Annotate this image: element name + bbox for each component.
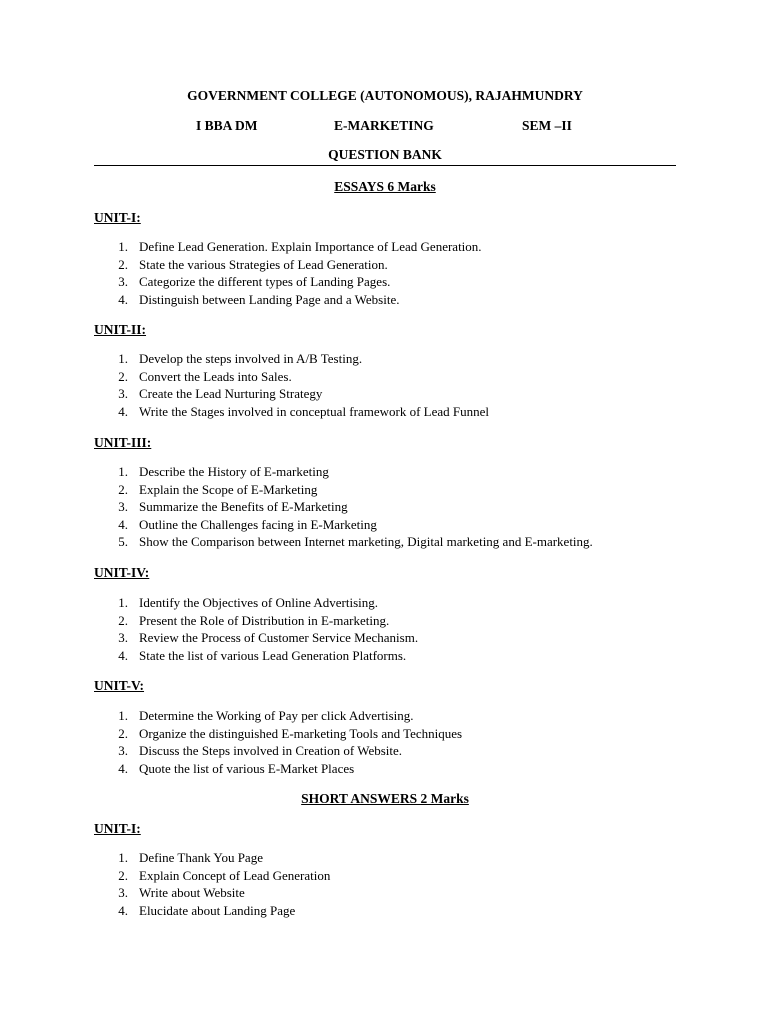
question-item xyxy=(0,368,770,386)
question-number: 2. xyxy=(118,725,128,741)
question-text: Organize the distinguished E-marketing Tools and Techniques xyxy=(139,725,463,741)
question-text: Write the Stages involved in conceptual framework of Lead Funnel xyxy=(139,403,490,419)
essays-unit-4-heading: UNIT-IV: xyxy=(94,565,150,580)
question-item xyxy=(0,594,770,612)
essays-unit-3-heading: UNIT-III: xyxy=(94,435,152,450)
question-text: Summarize the Benefits of E-Marketing xyxy=(139,499,348,515)
question-number: 1. xyxy=(118,351,128,366)
course-info-row xyxy=(0,118,770,136)
question-number: 3. xyxy=(118,499,128,515)
essays-unit-2-heading: UNIT-II: xyxy=(94,322,147,337)
question-item xyxy=(0,463,770,481)
course-label: I BBA DM xyxy=(196,118,258,133)
question-number: 3. xyxy=(118,885,128,901)
question-text: Review the Process of Customer Service Mechanism. xyxy=(139,630,419,646)
essays-unit-5-questions xyxy=(0,707,770,777)
question-text: Determine the Working of Pay per click Advertising. xyxy=(139,708,414,723)
question-item xyxy=(0,498,770,516)
question-number: 2. xyxy=(118,481,128,497)
essays-unit-5-heading: UNIT-V: xyxy=(94,678,145,693)
question-number: 3. xyxy=(118,386,128,402)
question-number: 4. xyxy=(118,647,128,663)
question-item xyxy=(0,884,770,902)
question-item xyxy=(0,725,770,743)
question-text: Explain Concept of Lead Generation xyxy=(139,867,331,883)
question-item xyxy=(0,350,770,368)
question-item xyxy=(0,291,770,309)
question-item xyxy=(0,612,770,630)
question-item xyxy=(0,481,770,499)
question-text: Write about Website xyxy=(139,885,245,901)
essays-unit-3-questions xyxy=(0,463,770,551)
question-text: Define Thank You Page xyxy=(139,850,263,865)
question-text: Create the Lead Nurturing Strategy xyxy=(139,386,323,402)
essays-unit-1-questions xyxy=(0,238,770,308)
question-text: Elucidate about Landing Page xyxy=(139,902,296,918)
question-text: Discuss the Steps involved in Creation of Website. xyxy=(139,743,403,759)
question-number: 1. xyxy=(118,595,128,610)
question-number: 1. xyxy=(118,708,128,723)
question-number: 4. xyxy=(118,902,128,918)
question-item xyxy=(0,742,770,760)
question-text: Distinguish between Landing Page and a Website. xyxy=(139,291,400,307)
question-number: 3. xyxy=(118,743,128,759)
question-item xyxy=(0,238,770,256)
question-number: 3. xyxy=(118,630,128,646)
question-item xyxy=(0,867,770,885)
essays-heading: ESSAYS 6 Marks xyxy=(334,179,436,194)
question-text: Describe the History of E-marketing xyxy=(139,464,329,479)
question-text: Convert the Leads into Sales. xyxy=(139,368,292,384)
header-divider xyxy=(94,165,676,166)
question-item xyxy=(0,403,770,421)
question-text: Outline the Challenges facing in E-Marketing xyxy=(139,516,377,532)
question-item xyxy=(0,647,770,665)
essays-unit-1-heading: UNIT-I: xyxy=(94,210,141,225)
question-number: 1. xyxy=(118,239,128,254)
document-title: QUESTION BANK xyxy=(328,147,442,162)
question-number: 2. xyxy=(118,867,128,883)
question-number: 4. xyxy=(118,516,128,532)
question-item xyxy=(0,533,770,551)
question-text: Categorize the different types of Landing Pages. xyxy=(139,274,391,290)
college-title: GOVERNMENT COLLEGE (AUTONOMOUS), RAJAHMUNDRY xyxy=(187,88,583,103)
question-item xyxy=(0,385,770,403)
short-answers-unit-1-questions xyxy=(0,849,770,919)
question-number: 5. xyxy=(118,534,128,550)
question-item xyxy=(0,629,770,647)
subject-label: E-MARKETING xyxy=(334,118,434,133)
short-answers-heading: SHORT ANSWERS 2 Marks xyxy=(301,791,469,806)
essays-unit-4-questions xyxy=(0,594,770,664)
question-text: Show the Comparison between Internet marketing, Digital marketing and E-marketing. xyxy=(139,534,593,550)
question-number: 4. xyxy=(118,760,128,776)
question-text: Identify the Objectives of Online Advertising. xyxy=(139,595,379,610)
question-number: 1. xyxy=(118,850,128,865)
question-item xyxy=(0,516,770,534)
question-number: 3. xyxy=(118,274,128,290)
question-number: 2. xyxy=(118,612,128,628)
question-text: State the list of various Lead Generation Platforms. xyxy=(139,647,407,663)
question-text: State the various Strategies of Lead Generation. xyxy=(139,256,388,272)
question-item xyxy=(0,849,770,867)
semester-label: SEM –II xyxy=(522,118,572,133)
question-item xyxy=(0,760,770,778)
question-item xyxy=(0,256,770,274)
question-text: Present the Role of Distribution in E-marketing. xyxy=(139,612,390,628)
question-item xyxy=(0,707,770,725)
question-text: Explain the Scope of E-Marketing xyxy=(139,481,318,497)
question-number: 2. xyxy=(118,368,128,384)
essays-unit-2-questions xyxy=(0,350,770,420)
question-item xyxy=(0,273,770,291)
question-number: 2. xyxy=(118,256,128,272)
question-text: Quote the list of various E-Market Places xyxy=(139,760,355,776)
question-number: 4. xyxy=(118,291,128,307)
question-number: 4. xyxy=(118,403,128,419)
question-text: Develop the steps involved in A/B Testing. xyxy=(139,351,363,366)
question-text: Define Lead Generation. Explain Importance of Lead Generation. xyxy=(139,239,482,254)
question-number: 1. xyxy=(118,464,128,479)
short-answers-unit-1-heading: UNIT-I: xyxy=(94,821,141,836)
question-item xyxy=(0,902,770,920)
